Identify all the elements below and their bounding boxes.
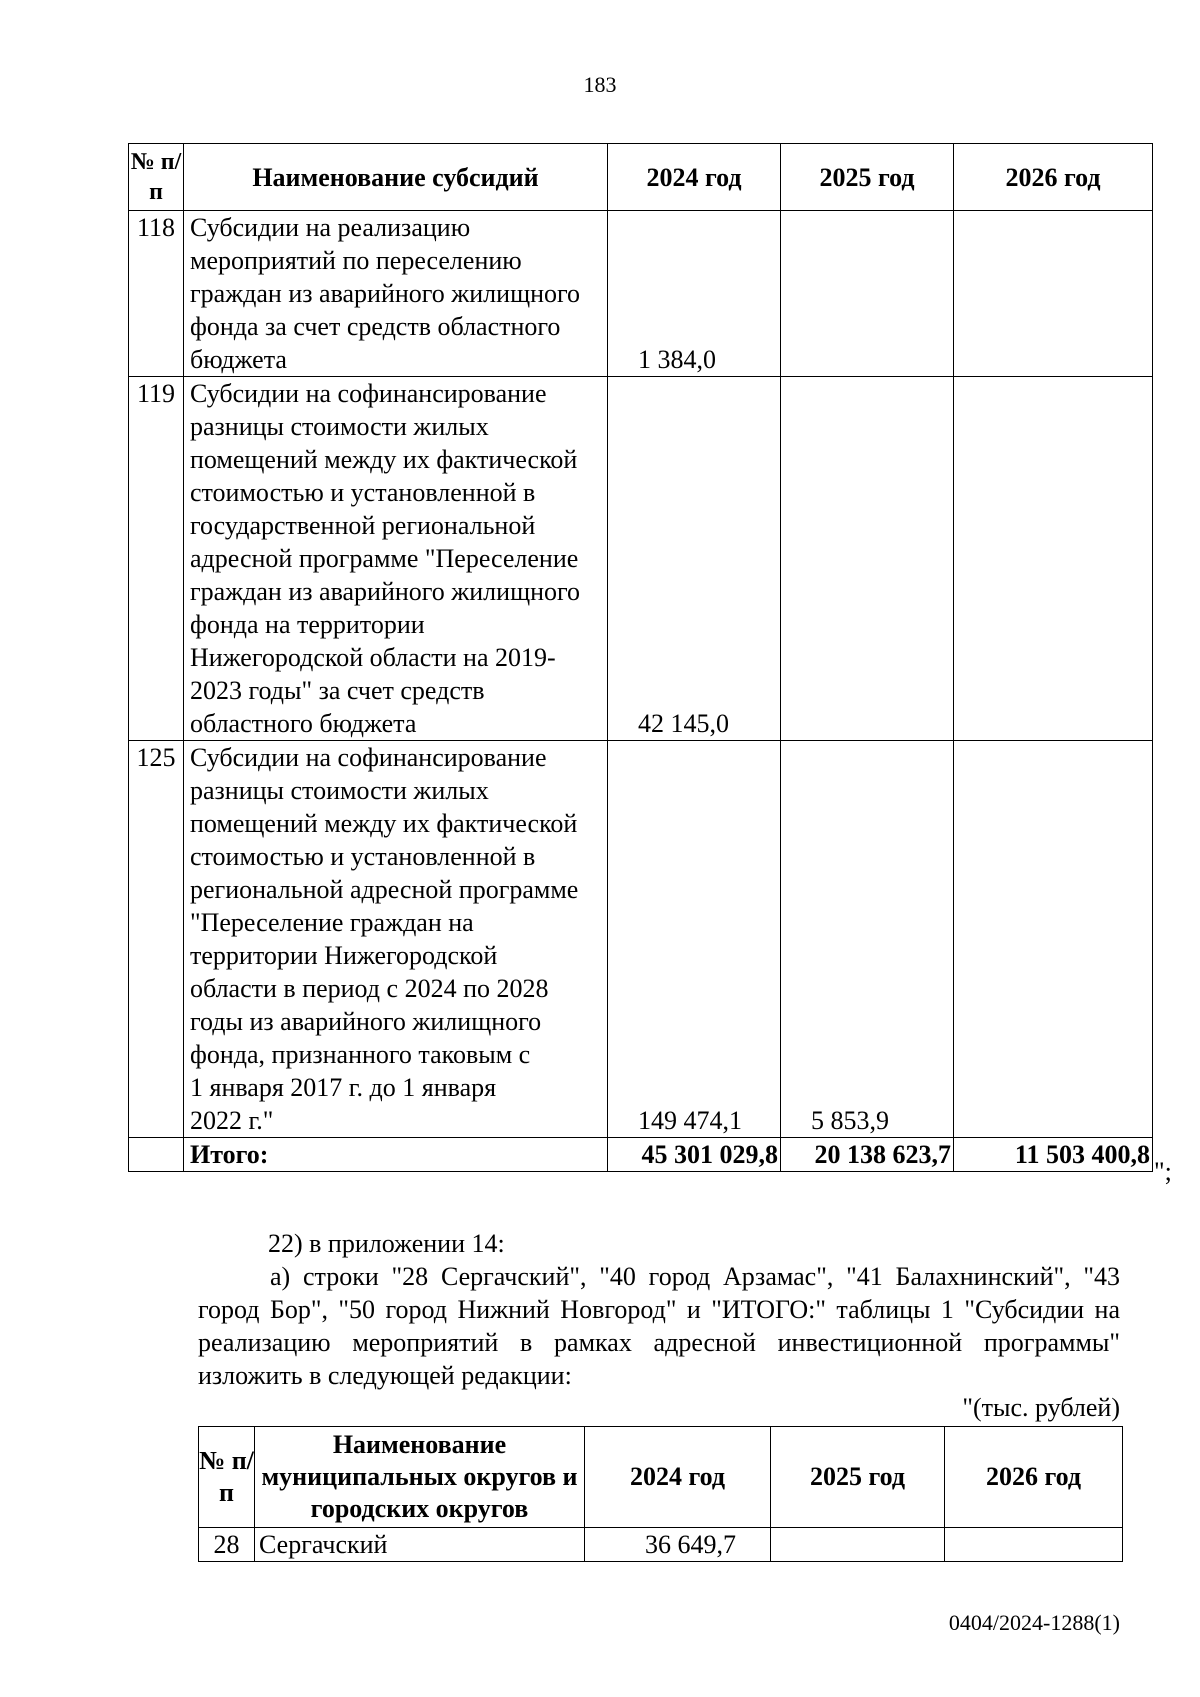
- table-header-row: [129, 144, 1153, 211]
- row-name-line: государственной региональной: [190, 511, 536, 540]
- row-name-line: граждан из аварийного жилищного: [190, 577, 581, 606]
- row-name: [184, 741, 608, 1138]
- value-2026: [954, 741, 1153, 1138]
- value-2025: [781, 377, 954, 741]
- row-name-line: адресной программе "Переселение: [190, 544, 579, 573]
- table-header-row: [199, 1427, 1123, 1528]
- value-2024: 1 384,0: [608, 211, 781, 377]
- closing-quote-semicolon: ";: [1154, 1157, 1172, 1186]
- table-row: [199, 1528, 1123, 1562]
- row-name-line: фонда за счет средств областного: [190, 312, 561, 341]
- row-name-line: Субсидии на софинансирование: [190, 379, 547, 408]
- row-name-line: областного бюджета: [190, 709, 417, 738]
- row-name-line: 2022 г.": [190, 1106, 274, 1135]
- municipal-subsidies-table: [198, 1426, 1123, 1562]
- row-name-line: помещений между их фактической: [190, 809, 578, 838]
- row-name-line: 2023 годы" за счет средств: [190, 676, 485, 705]
- row-name-line: граждан из аварийного жилищного: [190, 279, 581, 308]
- row-name-line: 1 января 2017 г. до 1 января: [190, 1073, 497, 1102]
- value-2025: [781, 211, 954, 377]
- total-row: [129, 1138, 1153, 1172]
- row-name-line: Субсидии на реализацию: [190, 213, 471, 242]
- total-2025: 20 138 623,7: [781, 1138, 954, 1172]
- page-number: 183: [583, 72, 617, 97]
- paragraph-a-text: а) строки "28 Сергачский", "40 город Арзамас", "41 Балахнинский", "43 город Бор", "50 город Нижний Новгород" и "ИТОГО:" таблицы 1 "Субсидии на реализацию мероприятий в рамках адресной инвестиционной программы" изложить в следующей редакции:: [198, 1262, 1120, 1390]
- value-2025: [771, 1528, 945, 1562]
- header-name: Наименование муниципальных округов и городских округов: [255, 1427, 585, 1528]
- header-2024: 2024 год: [608, 144, 781, 211]
- value-2026: [954, 377, 1153, 741]
- row-number: 118: [129, 211, 184, 377]
- row-name-line: фонда, признанного таковым с: [190, 1040, 531, 1069]
- row-name-line: области в период с 2024 по 2028: [190, 974, 549, 1003]
- value-2024: 42 145,0: [608, 377, 781, 741]
- value-2025: 5 853,9: [781, 741, 954, 1138]
- table-row: [129, 741, 1153, 1138]
- document-code: 0404/2024-1288(1): [948, 1610, 1120, 1635]
- row-name-line: "Переселение граждан на: [190, 908, 474, 937]
- value-2026: [945, 1528, 1123, 1562]
- units-note: "(тыс. рублей): [962, 1393, 1120, 1422]
- paragraph-intro: 22) в приложении 14:: [268, 1229, 505, 1258]
- row-name-line: помещений между их фактической: [190, 445, 578, 474]
- header-number: № п/п: [129, 144, 184, 211]
- value-2024: 36 649,7: [585, 1528, 771, 1562]
- value-2026: [954, 211, 1153, 377]
- total-label: Итого:: [184, 1138, 608, 1172]
- table-row: [129, 377, 1153, 741]
- row-number: 119: [129, 377, 184, 741]
- row-name: [184, 211, 608, 377]
- row-name-line: разницы стоимости жилых: [190, 412, 489, 441]
- row-name-line: стоимостью и установленной в: [190, 842, 536, 871]
- row-name: Сергачский: [255, 1528, 585, 1562]
- header-2025: 2025 год: [771, 1427, 945, 1528]
- row-name-line: территории Нижегородской: [190, 941, 498, 970]
- table-row: [129, 211, 1153, 377]
- total-2024: 45 301 029,8: [608, 1138, 781, 1172]
- row-number: 28: [199, 1528, 255, 1562]
- value-2024: 149 474,1: [608, 741, 781, 1138]
- row-name-line: мероприятий по переселению: [190, 246, 522, 275]
- subsidies-table: [128, 143, 1153, 1172]
- row-name-line: бюджета: [190, 345, 287, 374]
- paragraph-a: [198, 1260, 1120, 1392]
- total-number-cell: [129, 1138, 184, 1172]
- header-2025: 2025 год: [781, 144, 954, 211]
- header-number: № п/п: [199, 1427, 255, 1528]
- row-number: 125: [129, 741, 184, 1138]
- row-name-line: фонда на территории: [190, 610, 425, 639]
- header-2026: 2026 год: [954, 144, 1153, 211]
- row-name-line: региональной адресной программе: [190, 875, 579, 904]
- row-name: [184, 377, 608, 741]
- row-name-line: Нижегородской области на 2019-: [190, 643, 556, 672]
- row-name-line: разницы стоимости жилых: [190, 776, 489, 805]
- row-name-line: Субсидии на софинансирование: [190, 743, 547, 772]
- header-2026: 2026 год: [945, 1427, 1123, 1528]
- row-name-line: годы из аварийного жилищного: [190, 1007, 542, 1036]
- header-name: Наименование субсидий: [184, 144, 608, 211]
- header-2024: 2024 год: [585, 1427, 771, 1528]
- row-name-line: стоимостью и установленной в: [190, 478, 536, 507]
- total-2026: 11 503 400,8: [954, 1138, 1153, 1172]
